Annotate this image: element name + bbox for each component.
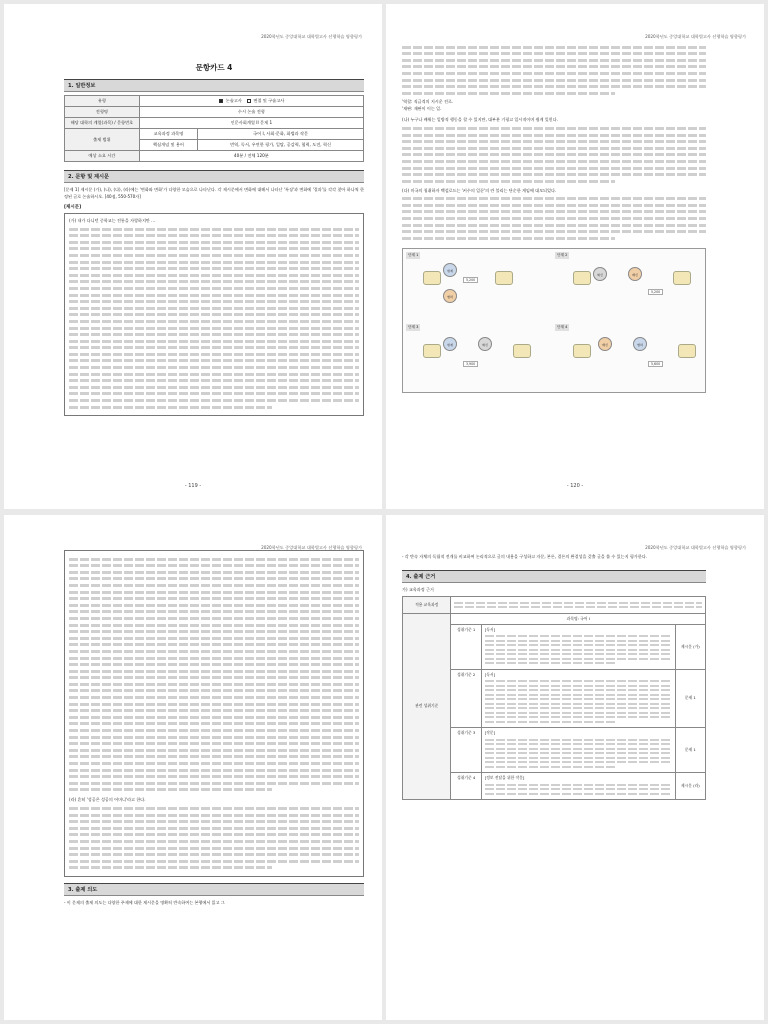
row-label: 성취기준 4 (451, 773, 481, 800)
intent-text: - 이 문제의 출제 의도는 다양한 주제에 대한 제시문을 명확히 반속하여는 본행에서 읽고 그 (64, 899, 225, 905)
token: 현재 (443, 337, 457, 351)
note-1: '역할: 직급격의 지시운 전로. (402, 99, 454, 105)
curriculum-label: 교육과정 과목명 (139, 129, 197, 140)
step-label: 단계 4 (557, 324, 568, 329)
passage-na-body (402, 127, 706, 183)
token-cooperate: 협력 (443, 289, 457, 303)
board-cell (423, 344, 441, 358)
board-cell (495, 271, 513, 285)
table-col-header: 과목명: 국어 I (451, 613, 706, 624)
univ-value: 인문사회계열 II 문제 1 (139, 118, 363, 129)
board-cell (423, 271, 441, 285)
token-betray: 배신 (628, 267, 642, 281)
field-label: 전형명 (65, 107, 140, 118)
type-label: 유형 (65, 96, 140, 107)
passage-da-body (402, 197, 706, 240)
row-content: [작문] (481, 728, 675, 773)
row-content: [정보 전달을 위한 작문] (481, 773, 675, 800)
board-cell (513, 344, 531, 358)
passage-body-lines (69, 228, 359, 409)
passage-box (64, 213, 364, 416)
curriculum-text (451, 597, 706, 614)
row-right: 문제 1 (675, 728, 705, 773)
section-intent: 3. 출제 의도 (64, 883, 364, 896)
note-2: '재판: 재판이 이는 일. (402, 106, 442, 112)
page-122 (386, 515, 764, 1020)
token-innovate: 혁신 (593, 267, 607, 281)
type-options: 논술고사 면접 및 구술고사 (139, 96, 363, 107)
page-content (402, 42, 706, 393)
page-number: - 120 - (566, 483, 584, 489)
running-head: 2020학년도 중앙대학교 대학별고사 선행학습 영향평가 (645, 34, 746, 39)
elements-label: 핵심개념 및 용어 (139, 140, 197, 151)
checkbox-checked-icon (219, 99, 223, 103)
section-basis: 4. 출제 근거 (402, 570, 706, 583)
board-cell (573, 344, 591, 358)
section-question: 2. 문항 및 제시문 (64, 170, 364, 183)
scope-label: 출제 범위 (65, 129, 140, 151)
page-121 (4, 515, 382, 1020)
passage-ra-lead: (라) 흔히 '성공은 성공의 어머니'라고 한다. (69, 797, 146, 803)
price-tag: 5,200 (648, 289, 663, 295)
board-cell (673, 271, 691, 285)
time-label: 예상 소요 시간 (65, 151, 140, 162)
row-content: [독서] (481, 669, 675, 728)
field-value: 수시 논술 전형 (139, 107, 363, 118)
token: 혁신 (478, 337, 492, 351)
page-content (402, 553, 706, 800)
board-cell (573, 271, 591, 285)
sub-label: 가) 교육과정 근거 (402, 587, 434, 592)
passage-ga-lead: (가) 내가 다니던 중학교는 전통을 자랑하지만 ... (69, 218, 156, 223)
intent-tail: - 각 반속 자체의 독립적 전개를 비교하여 논리적으로 글의 내용을 구성하고 자문, 본론, 결론의 완결성을 갖출 글을 쓸 수 있는지 평가한다. (402, 554, 647, 559)
running-head: 2020학년도 중앙대학교 대학별고사 선행학습 영향평가 (261, 34, 362, 39)
price-tag: 3,900 (463, 361, 478, 367)
token-cooperate: 현재 (443, 263, 457, 277)
time-value: 40분 / 전체 120분 (139, 151, 363, 162)
curriculum-value: 국어 I, 사회·문화, 화법과 작문 (198, 129, 364, 140)
row-right: 제시문 (가) (675, 624, 705, 669)
running-head: 2020학년도 중앙대학교 대학별고사 선행학습 영향평가 (261, 545, 362, 550)
univ-label: 해당 대학의 계열(과목) / 문항번호 (65, 118, 140, 129)
price-tag: 5,200 (463, 277, 478, 283)
passage-continued-box (64, 550, 364, 877)
page-content (64, 62, 364, 419)
step-label: 단계 3 (408, 324, 419, 329)
question-text: [문제 1] 제시문 (가), (나), (다), (라)에는 '변화와 변화'가 다양한 모습으로 나타난다. 각 제시문에서 변화에 대해서 나타난 '특징'과 변화에 '결과'를 각각 찾아 하나씩 한정된 글로 논술하시오. [40점, 550-570자] (64, 187, 364, 199)
row-label: 성취기준 1 (451, 624, 481, 669)
row-right: 문제 1 (675, 669, 705, 728)
board-cell (678, 344, 696, 358)
section-general-info: 1. 일반정보 (64, 79, 364, 92)
checkbox-empty-icon (247, 99, 251, 103)
row-label: 성취기준 3 (451, 728, 481, 773)
passage-na-lead: (나) 누구나 배워는 일방적 행동을 할 수 있지만, 대부분 기평고 일시적이며 쉽게 잊힌다. (402, 117, 558, 123)
page-content (64, 547, 364, 906)
row-right: 제시문 (라) (675, 773, 705, 800)
game-board-diagram (402, 248, 706, 393)
row-label: 성취기준 2 (451, 669, 481, 728)
step-label: 단계 1 (408, 252, 419, 257)
token: 협력 (633, 337, 647, 351)
page-119 (4, 4, 382, 509)
info-table (64, 95, 364, 162)
row-content: [독서] (481, 624, 675, 669)
table-side-label: 관련 성취기준 (403, 613, 451, 800)
curriculum-table (402, 596, 706, 800)
page-120 (386, 4, 764, 509)
passage-da-lead: (다) 미국의 청취하자 백설로드는 '커수의 일꾼'의 란 불리는 단순한 게임에 대모되었다. (402, 187, 557, 193)
card-title: 문항카드 4 (195, 63, 233, 72)
step-label: 단계 2 (557, 252, 568, 257)
page-number: - 119 - (184, 483, 202, 489)
passage-ga-continued (402, 46, 706, 95)
table-left-header: 적용 교육과정 (403, 597, 451, 614)
passage-label: [제시문] (64, 205, 82, 210)
elements-value: 번역, 독서, 우연한 평가, 일탈, 공감력, 협력, 도전, 혁신 (198, 140, 364, 151)
running-head: 2020학년도 중앙대학교 대학별고사 선행학습 영향평가 (645, 545, 746, 550)
token: 배신 (598, 337, 612, 351)
price-tag: 5,600 (648, 361, 663, 367)
